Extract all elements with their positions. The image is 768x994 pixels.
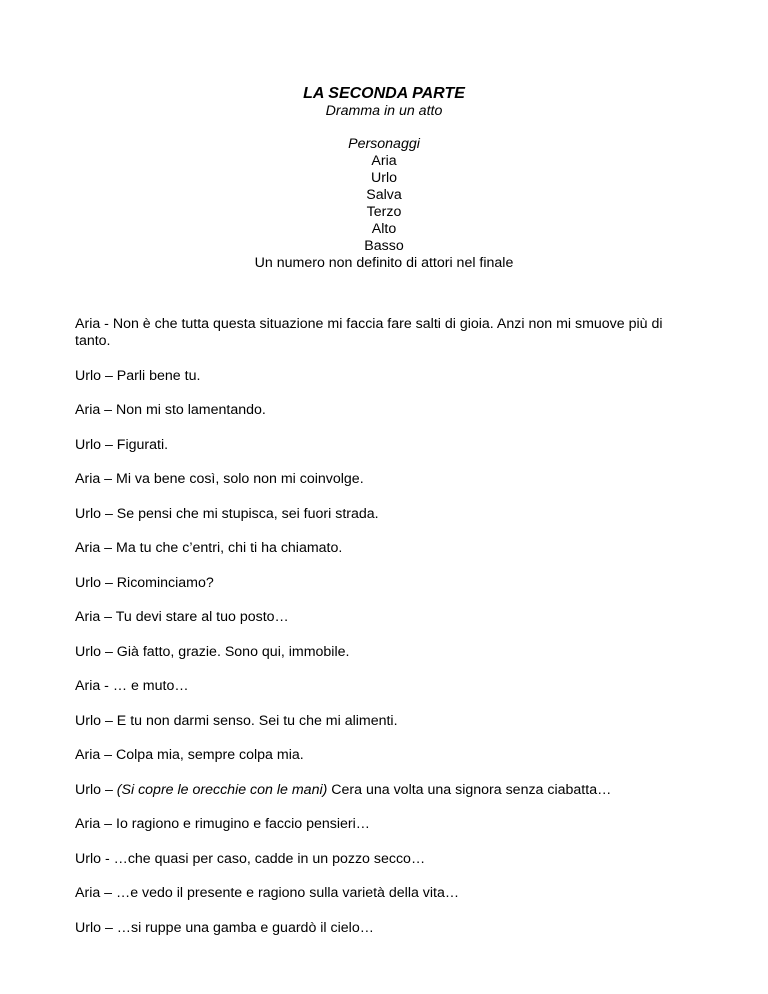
speaker-name: Urlo	[75, 505, 102, 522]
speaker-separator: –	[100, 816, 117, 832]
dialogue-line	[75, 437, 695, 454]
speaker-name: Urlo	[75, 712, 102, 729]
speaker-name: Aria	[75, 609, 101, 625]
speaker-name: Urlo	[75, 781, 102, 798]
dialogue-line	[75, 747, 695, 764]
stage-direction: (Si copre le orecchie con le mani)	[116, 781, 328, 798]
dialogue-line	[75, 471, 695, 488]
line-text: Se pensi che mi stupisca, sei fuori strada.	[116, 505, 379, 522]
cast-member: Un numero non definito di attori nel finale	[254, 255, 514, 271]
cast-heading: Personaggi	[348, 136, 420, 152]
line-text: … e muto…	[112, 678, 189, 694]
speaker-separator: –	[100, 885, 117, 901]
dialogue-line	[75, 402, 695, 419]
speaker-separator: –	[101, 436, 117, 453]
cast-member: Urlo	[370, 170, 397, 186]
speaker-separator: -	[101, 850, 114, 867]
line-text: Io ragiono e rimugino e faccio pensieri…	[116, 816, 370, 832]
play-title: LA SECONDA PARTE	[303, 85, 465, 102]
speaker-name: Urlo	[75, 574, 102, 591]
cast-member: Aria	[371, 153, 397, 169]
play-subtitle: Dramma in un atto	[325, 103, 443, 119]
speaker-separator: –	[100, 747, 117, 763]
line-text: Tu devi stare al tuo posto…	[115, 609, 289, 625]
line-text: Cera una volta una signora senza ciabatta…	[327, 781, 612, 798]
line-text: Non mi sto lamentando.	[116, 402, 266, 418]
dialogue-line	[75, 816, 695, 833]
speaker-name: Aria	[75, 540, 101, 556]
speaker-separator: –	[100, 540, 117, 556]
dialogue-line	[75, 644, 695, 661]
speaker-separator: –	[101, 919, 117, 936]
speaker-separator: –	[101, 367, 117, 384]
speaker-separator: -	[100, 678, 113, 694]
line-text: Parli bene tu.	[116, 367, 201, 384]
speaker-separator: –	[101, 505, 117, 522]
dialogue-line	[75, 782, 695, 799]
line-text: Ricominciamo?	[116, 574, 214, 591]
dialogue-line	[75, 920, 695, 937]
line-text: E tu non darmi senso. Sei tu che mi alimenti.	[116, 712, 398, 729]
line-text: Colpa mia, sempre colpa mia.	[116, 747, 304, 763]
line-text: …e vedo il presente e ragiono sulla varietà della vita…	[116, 885, 460, 901]
dialogue-line	[75, 885, 695, 902]
speaker-name: Urlo	[75, 919, 102, 936]
dialogue-line	[75, 575, 695, 592]
line-text: Mi va bene così, solo non mi coinvolge.	[116, 471, 364, 487]
line-text: Non è che tutta questa situazione mi faccia fare salti di gioia. Anzi non mi smuove più di tanto.	[75, 316, 663, 349]
speaker-name: Aria	[75, 747, 101, 763]
speaker-separator: -	[100, 316, 113, 332]
line-text: Ma tu che c’entri, chi ti ha chiamato.	[116, 540, 343, 556]
speaker-name: Aria	[75, 316, 101, 332]
dialogue-line	[75, 851, 695, 868]
speaker-name: Urlo	[75, 850, 102, 867]
speaker-separator: –	[101, 643, 117, 660]
speaker-separator: –	[101, 781, 117, 798]
speaker-name: Aria	[75, 678, 101, 694]
cast-member: Alto	[371, 221, 397, 237]
dialogue-line	[75, 316, 695, 350]
speaker-name: Urlo	[75, 436, 102, 453]
line-text: Già fatto, grazie. Sono qui, immobile.	[116, 643, 350, 660]
speaker-separator: –	[100, 609, 116, 625]
cast-member: Terzo	[366, 204, 402, 220]
speaker-name: Aria	[75, 885, 101, 901]
speaker-separator: –	[100, 402, 117, 418]
dialogue-line	[75, 368, 695, 385]
cast-list	[0, 136, 768, 272]
line-text: Figurati.	[116, 436, 169, 453]
speaker-name: Urlo	[75, 367, 102, 384]
speaker-name: Aria	[75, 402, 101, 418]
speaker-name: Aria	[75, 816, 101, 832]
dialogue-line	[75, 713, 695, 730]
speaker-name: Urlo	[75, 643, 102, 660]
line-text: …che quasi per caso, cadde in un pozzo secco…	[113, 850, 426, 867]
cast-member: Salva	[366, 187, 402, 203]
speaker-name: Aria	[75, 471, 101, 487]
dialogue-line	[75, 540, 695, 557]
speaker-separator: –	[100, 471, 117, 487]
speaker-separator: –	[101, 712, 117, 729]
dialogue	[75, 316, 695, 954]
dialogue-line	[75, 609, 695, 626]
dialogue-line	[75, 506, 695, 523]
speaker-separator: –	[101, 574, 117, 591]
cast-member: Basso	[364, 238, 404, 254]
title-block	[0, 84, 768, 272]
line-text: …si ruppe una gamba e guardò il cielo…	[116, 919, 374, 936]
dialogue-line	[75, 678, 695, 695]
